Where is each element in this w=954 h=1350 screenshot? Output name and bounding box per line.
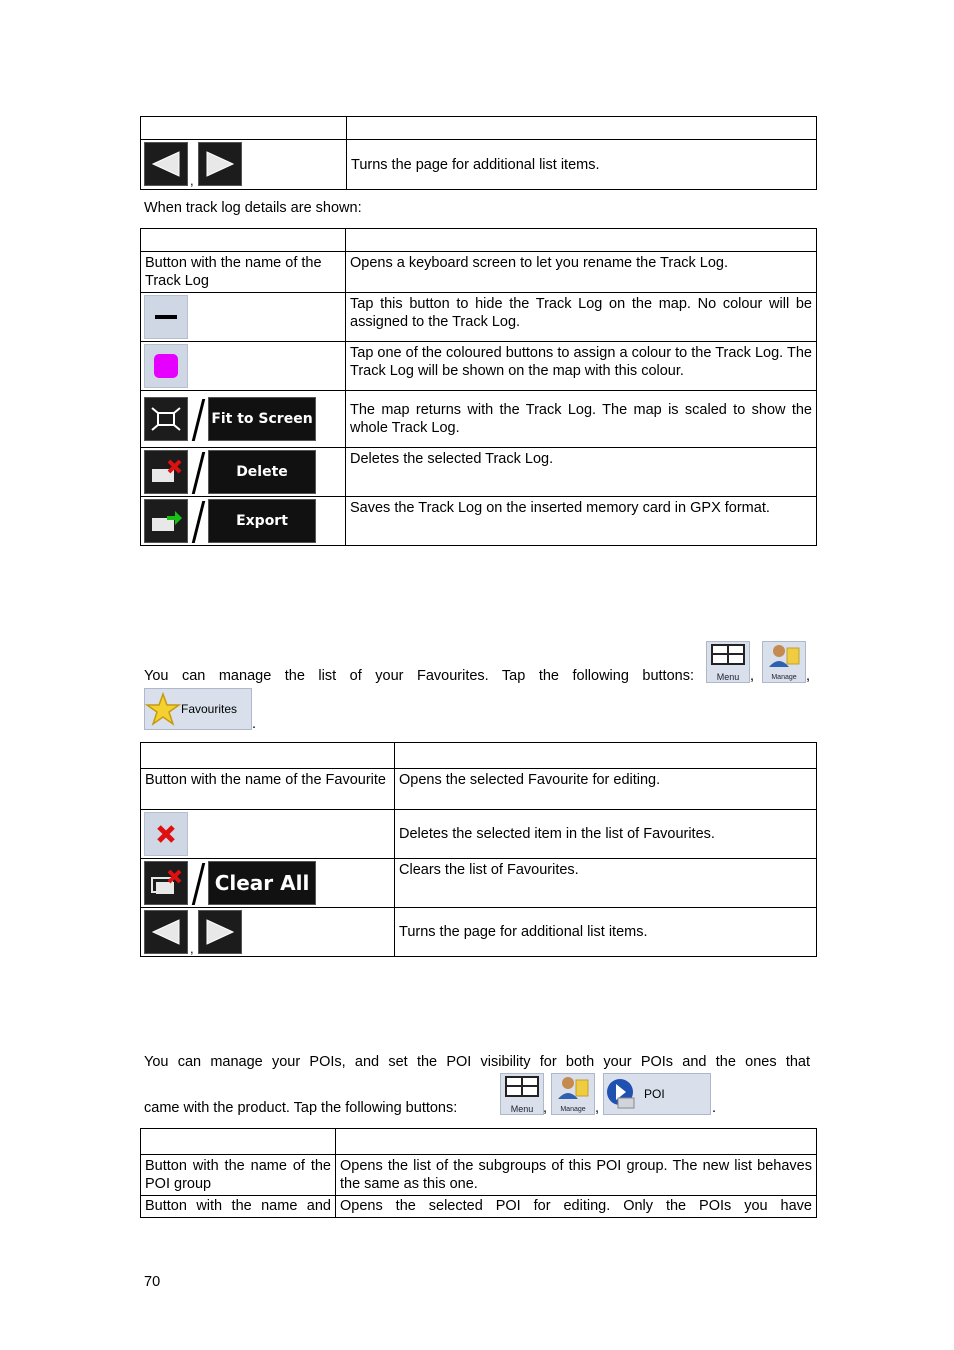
delete-button[interactable]: Delete [208,450,316,494]
star-icon [145,692,181,726]
comma: , [543,1100,548,1116]
poi-intro-line1: You can manage your POIs, and set the POI visibility for both your POIs and the ones that [144,1054,810,1070]
poi-icon [604,1076,644,1112]
slash-divider [188,450,208,494]
manage-button-label: Manage [771,674,797,681]
page-number: 70 [144,1274,161,1290]
slash-divider [188,861,208,905]
description: Tap this button to hide the Track Log on the map. No colour will be assigned to the Track Log. [346,293,817,342]
menu-button[interactable] [706,641,750,683]
description: Opens the selected Favourite for editing. [395,769,817,810]
comma: , [750,668,755,684]
left-arrow-icon[interactable] [144,142,188,186]
menu-button-label: Menu [510,1104,534,1114]
export-button[interactable]: Export [208,499,316,543]
export-icon[interactable] [144,499,188,543]
comma: , [190,173,194,188]
slash-divider [188,499,208,543]
comma: , [806,668,811,684]
manage-button[interactable] [762,641,806,683]
menu-button-label: Menu [716,672,740,682]
track-log-name-label: Button with the name of the Track Log [141,252,346,293]
table-track-log [140,228,817,546]
description: Deletes the selected item in the list of Favourites. [395,810,817,859]
colour-button[interactable] [144,344,188,388]
fit-to-screen-icon[interactable] [144,397,188,441]
period: . [252,716,257,732]
comma: , [595,1100,600,1116]
manage-button[interactable] [551,1073,595,1115]
comma: , [190,941,194,956]
favourites-button-label: Favourites [181,702,238,716]
favourites-intro: You can manage the list of your Favourites. Tap the following buttons: [144,668,694,684]
favourites-button[interactable] [144,688,252,730]
description: Tap one of the coloured buttons to assign a colour to the Track Log. The Track Log will be shown on the map with this colour. [346,342,817,391]
table-page-turn [140,116,817,190]
description: Turns the page for additional list items. [347,140,817,190]
description: Opens a keyboard screen to let you rename the Track Log. [346,252,817,293]
description: Opens the selected POI for editing. Only the POIs you have [336,1196,817,1218]
favourite-name-label: Button with the name of the Favourite [141,769,395,810]
description: Turns the page for additional list items. [395,908,817,957]
description: Clears the list of Favourites. [395,859,817,908]
delete-item-icon[interactable] [144,812,188,856]
poi-name-label: Button with the name and [141,1196,336,1218]
left-arrow-icon[interactable] [144,910,188,954]
fit-to-screen-button[interactable]: Fit to Screen [208,397,316,441]
table-favourites [140,742,817,957]
right-arrow-icon[interactable] [198,910,242,954]
manage-button-label: Manage [560,1106,586,1113]
clear-all-icon[interactable] [144,861,188,905]
description: The map returns with the Track Log. The map is scaled to show the whole Track Log. [346,391,817,448]
period: . [712,1100,717,1116]
slash-divider [188,397,208,441]
menu-button[interactable] [500,1073,544,1115]
hide-track-button[interactable] [144,295,188,339]
description: Opens the list of the subgroups of this POI group. The new list behaves the same as this one. [336,1155,817,1196]
poi-button-label: POI [644,1087,665,1101]
right-arrow-icon[interactable] [198,142,242,186]
poi-intro-line2: came with the product. Tap the following buttons: [144,1100,458,1116]
table-poi [140,1128,817,1218]
description: Saves the Track Log on the inserted memory card in GPX format. [346,497,817,546]
clear-all-button[interactable]: Clear All [208,861,316,905]
description: Deletes the selected Track Log. [346,448,817,497]
delete-icon[interactable] [144,450,188,494]
poi-group-label: Button with the name of the POI group [141,1155,336,1196]
poi-button[interactable] [603,1073,711,1115]
track-log-intro: When track log details are shown: [144,200,362,216]
